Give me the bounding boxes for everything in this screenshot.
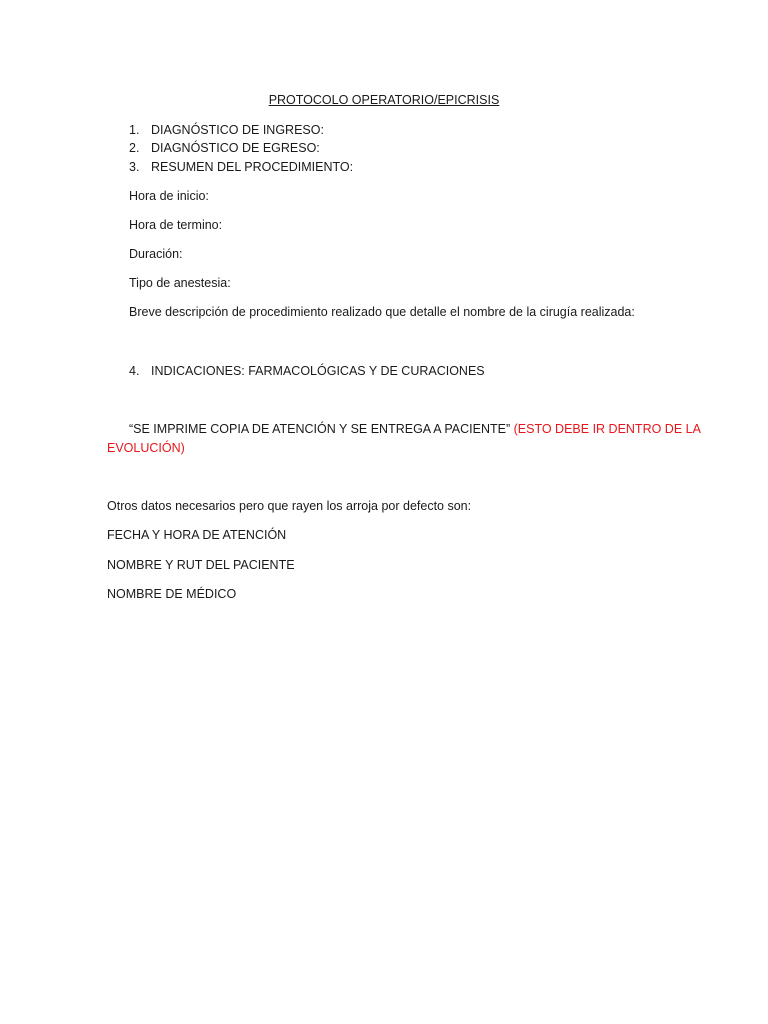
field-duracion: Duración: xyxy=(129,247,183,261)
document-title: PROTOCOLO OPERATORIO/EPICRISIS xyxy=(268,93,500,107)
print-note-red-continuation: EVOLUCIÓN) xyxy=(107,441,185,455)
field-tipo-anestesia: Tipo de anestesia: xyxy=(129,276,231,290)
other-data-nombre-rut: NOMBRE Y RUT DEL PACIENTE xyxy=(107,558,295,572)
list-number: 2. xyxy=(129,141,140,155)
list-item-text: INDICACIONES: FARMACOLÓGICAS Y DE CURACIONES xyxy=(151,364,485,378)
list-item-text: DIAGNÓSTICO DE EGRESO: xyxy=(151,141,320,155)
other-data-intro: Otros datos necesarios pero que rayen los arroja por defecto son: xyxy=(107,499,472,513)
other-data-medico: NOMBRE DE MÉDICO xyxy=(107,587,237,601)
print-note-red-text: (ESTO DEBE IR DENTRO DE LA xyxy=(513,422,701,436)
print-note-quote: “SE IMPRIME COPIA DE ATENCIÓN Y SE ENTREGA A PACIENTE” xyxy=(129,422,511,436)
print-note-line xyxy=(129,422,701,437)
list-number: 4. xyxy=(129,364,140,378)
other-data-fecha: FECHA Y HORA DE ATENCIÓN xyxy=(107,528,287,542)
list-number: 3. xyxy=(129,160,140,174)
list-item-resumen-procedimiento xyxy=(129,160,353,175)
list-item-text: DIAGNÓSTICO DE INGRESO: xyxy=(151,123,324,137)
field-hora-inicio: Hora de inicio: xyxy=(129,189,209,203)
list-number: 1. xyxy=(129,123,140,137)
list-item-text: RESUMEN DEL PROCEDIMIENTO: xyxy=(151,160,354,174)
field-hora-termino: Hora de termino: xyxy=(129,218,223,232)
list-item-diagnostico-egreso xyxy=(129,141,320,156)
list-item-indicaciones xyxy=(129,364,485,379)
list-item-diagnostico-ingreso xyxy=(129,123,324,138)
field-breve-descripcion: Breve descripción de procedimiento realizado que detalle el nombre de la cirugía realizada: xyxy=(129,305,635,319)
